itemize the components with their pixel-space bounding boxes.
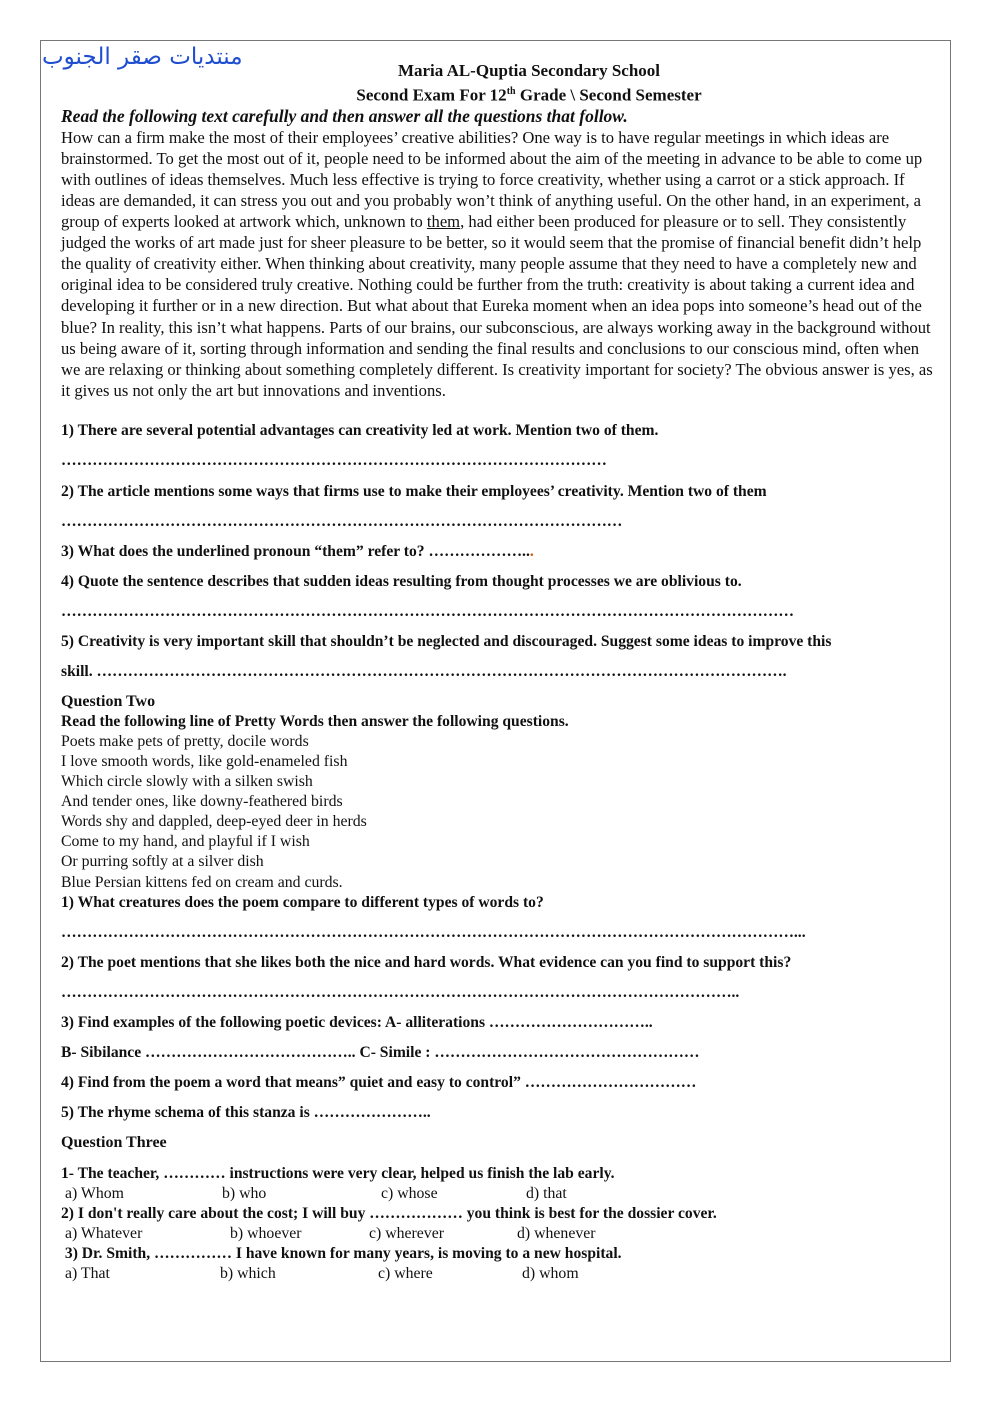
part1-instruction: Read the following text carefully and then answer all the questions that follow. [61, 105, 628, 126]
grammar-question-3: 3) Dr. Smith, …………… I have known for many years, is moving to a new hospital. [61, 1244, 622, 1262]
option: d) that [526, 1184, 567, 1202]
grammar-options-2 [61, 1224, 937, 1244]
part2-question-5: 5) The rhyme schema of this stanza is ………………….. [61, 1103, 431, 1121]
option: a) Whom [65, 1184, 124, 1202]
grammar-question-2: 2) I don't really care about the cost; I will buy ……………… you think is best for the dossier cover. [61, 1204, 717, 1222]
grammar-options-1 [61, 1184, 937, 1204]
poem-line: Poets make pets of pretty, docile words [61, 732, 309, 750]
answer-line-1: …………………………………………………………………………………………… [61, 451, 607, 469]
question-3-tail: . [529, 542, 534, 560]
option: c) wherever [369, 1224, 444, 1242]
exam-title-sup: th [506, 86, 516, 97]
exam-title-prefix: Second Exam For 12 [356, 85, 507, 105]
exam-content [61, 60, 937, 1284]
option: d) whenever [517, 1224, 596, 1242]
exam-title-suffix: Grade \ Second Semester [515, 85, 702, 105]
option: a) Whatever [65, 1224, 143, 1242]
passage-part-b: , had either been produced for pleasure or to sell. They consistently judged the works of art made just for sheer pleasure to be better, so it would seem that the promise of financial benefit didn’t help the quality of creativity either. When thinking about creativity, many people assume that they need to have a completely new and original idea to be considered truly creative. Nothing could be further from the truth: creativity is about taking a current idea and developing it further or in a new direction. But what about that Eureka moment when an idea pops into someone’s head out of the blue? In reality, this isn’t what happens. Parts of our brains, our subconscious, are always working away in the background without us being aware of it, sorting through information and sending the final results and conclusions to our conscious mind, often when we are relaxing or thinking about something completely different. Is creativity important for society? The obvious answer is yes, as it gives us not only the art but innovations and inventions. [61, 212, 933, 400]
grammar-question-1: 1- The teacher, ………… instructions were very clear, helped us finish the lab early. [61, 1164, 615, 1182]
option: a) That [65, 1264, 110, 1282]
question-three-title: Question Three [61, 1133, 167, 1151]
answer-line-2: ……………………………………………………………………………………………… [61, 512, 623, 530]
part1-question-2: 2) The article mentions some ways that firms use to make their employees’ creativity. Mention two of them [61, 482, 767, 500]
part2-answer-line-2: ………………………………………………………………………………………………………………….. [61, 983, 740, 1001]
poem-line: I love smooth words, like gold-enameled fish [61, 752, 348, 770]
part2-answer-line-1: ……………………………………………………………………………………………………………………………... [61, 923, 806, 941]
poem-line: Which circle slowly with a silken swish [61, 773, 313, 791]
watermark-text: منتديات صقر الجنوب [42, 44, 243, 70]
exam-header [61, 60, 937, 106]
question-two-instruction: Read the following line of Pretty Words then answer the following questions. [61, 712, 569, 730]
poem-line: And tender ones, like downy-feathered birds [61, 793, 343, 811]
answer-line-4: …………………………………………………………………………………………………………………………… [61, 602, 794, 620]
option: d) whom [522, 1264, 579, 1282]
part2-question-3b: B- Sibilance ………………………………….. C- Simile : …………………………………………… [61, 1043, 700, 1061]
part1-question-3 [61, 542, 937, 562]
option: c) where [378, 1264, 433, 1282]
reading-passage [61, 127, 937, 401]
grammar-options-3 [61, 1264, 937, 1284]
part2-question-4: 4) Find from the poem a word that means” quiet and easy to control” …………………………… [61, 1073, 697, 1091]
underlined-pronoun: them [426, 212, 461, 232]
passage-part-a: How can a firm make the most of their employees’ creative abilities? One way is to have regular meetings in which ideas are brainstormed. To get the most out of it, people need to be informed about the aim of the meeting in advance to be able to come up with outlines of ideas themselves. Much less effective is trying to force creativity, whether using a carrot or a stick approach. If ideas are demanded, it can stress you out and you probably won’t think of anything useful. On the other hand, in an experiment, a group of experts looked at artwork which, unknown to [61, 127, 923, 232]
question-two-title: Question Two [61, 692, 156, 710]
part2-question-3: 3) Find examples of the following poetic devices: A- alliterations ………………………….. [61, 1013, 653, 1031]
poem-line: Words shy and dappled, deep-eyed deer in herds [61, 813, 367, 831]
part1-question-1: 1) There are several potential advantages can creativity led at work. Mention two of them. [61, 421, 659, 439]
poem [61, 732, 937, 893]
poem-line: Come to my hand, and playful if I wish [61, 833, 310, 851]
poem-line: Blue Persian kittens fed on cream and curds. [61, 873, 343, 891]
option: b) who [222, 1184, 267, 1202]
part1-question-4: 4) Quote the sentence describes that sudden ideas resulting from thought processes we are oblivious to. [61, 572, 742, 590]
option: b) whoever [230, 1224, 302, 1242]
option: c) whose [381, 1184, 438, 1202]
part2-question-1: 1) What creatures does the poem compare to different types of words to? [61, 893, 544, 911]
poem-line: Or purring softly at a silver dish [61, 853, 264, 871]
question-3-text: 3) What does the underlined pronoun “them” refer to? ……………….. [61, 542, 530, 560]
part1-question-5-cont: skill. ……………………………………………………………………………………………………………………. [61, 662, 787, 680]
school-name: Maria AL-Quptia Secondary School [397, 61, 661, 80]
part2-question-2: 2) The poet mentions that she likes both the nice and hard words. What evidence can you find to support this? [61, 953, 792, 971]
option: b) which [220, 1264, 276, 1282]
exam-title [121, 81, 937, 106]
part1-question-5: 5) Creativity is very important skill that shouldn’t be neglected and discouraged. Suggest some ideas to improve this [61, 632, 832, 650]
